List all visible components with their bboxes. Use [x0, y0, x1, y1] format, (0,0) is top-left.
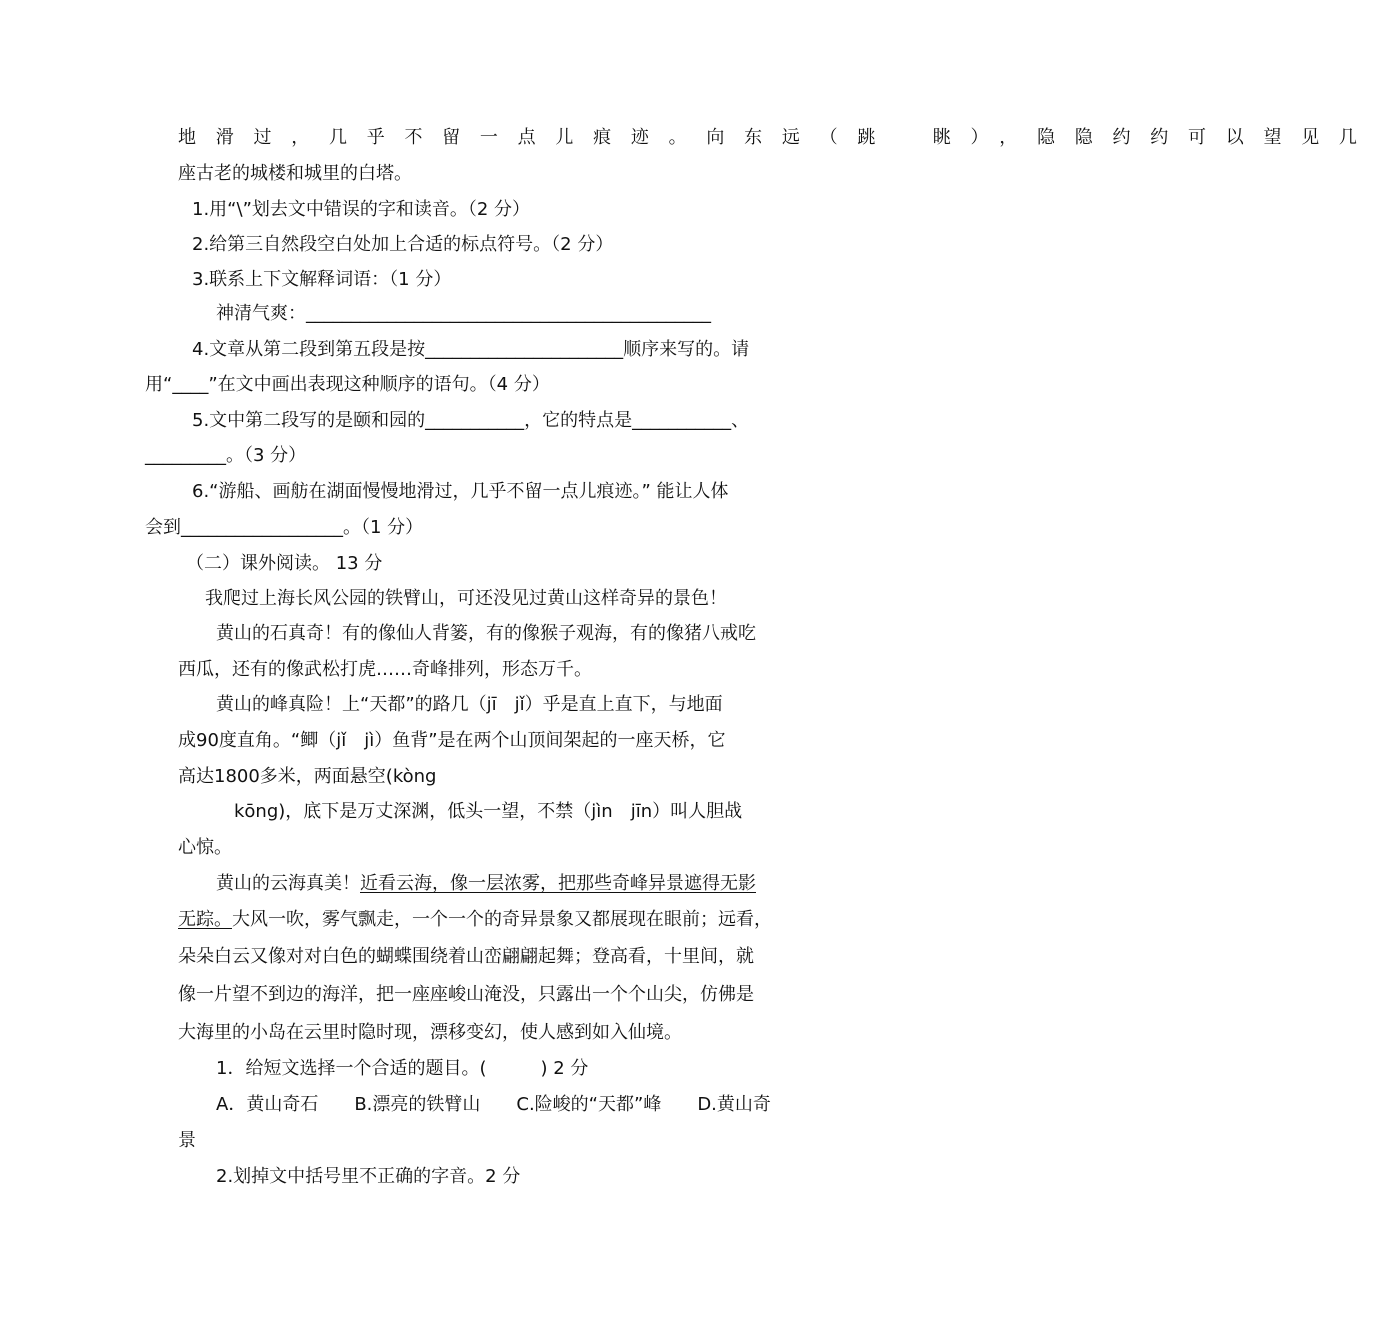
text-line: 用“____”在文中画出表现这种顺序的语句。（4 分） — [145, 374, 550, 395]
question-2: 2.给第三自然段空白处加上合适的标点符号。（2 分） — [192, 234, 614, 255]
question-5: 5.文中第二段写的是颐和园的___________，它的特点是___________、 — [192, 410, 750, 431]
answer-line-definition: 神清气爽：_____________________________________________ — [216, 303, 711, 324]
text-line: 成90度直角。“鲫（jǐ jì）鱼背”是在两个山顶间架起的一座天桥，它 — [178, 730, 726, 751]
passage-paragraph-2: 黄山的石真奇！有的像仙人背篓，有的像猴子观海，有的像猪八戒吃 — [216, 623, 756, 644]
text-line: 西瓜，还有的像武松打虎……奇峰排列，形态万千。 — [178, 659, 592, 680]
text-line: 朵朵白云又像对对白色的蝴蝶围绕着山峦翩翩起舞；登高看，十里间，就 — [178, 946, 754, 967]
question-3: 3.联系上下文解释词语：（1 分） — [192, 269, 452, 290]
text-line: 心惊。 — [178, 837, 232, 858]
section-heading: （二）课外阅读。 13 分 — [186, 553, 383, 574]
answer-options: A．黄山奇石 B.漂亮的铁臂山 C.险峻的“天都”峰 D.黄山奇 — [216, 1094, 771, 1115]
reading-question-1: 1．给短文选择一个合适的题目。( ) 2 分 — [216, 1058, 589, 1079]
text-line: 高达1800多米，两面悬空(kòng — [178, 766, 437, 787]
underlined-sentence-end: 无踪。 — [178, 909, 232, 930]
text-line: 景 — [178, 1130, 196, 1151]
text-line: 大海里的小岛在云里时隐时现，漂移变幻，使人感到如入仙境。 — [178, 1022, 682, 1043]
text-line: 无踪。大风一吹，雾气飘走，一个一个的奇异景象又都展现在眼前；远看， — [178, 909, 772, 930]
text-line: kōng)，底下是万丈深渊，低头一望，不禁（jìn jīn）叫人胆战 — [234, 801, 743, 822]
text-line: 地滑过，几乎不留一点儿痕迹。向东远（跳 眺），隐隐约约可以望见几 — [178, 127, 1377, 148]
passage-paragraph-1: 我爬过上海长风公园的铁臂山，可还没见过黄山这样奇异的景色！ — [205, 588, 727, 609]
text-line: 会到__________________。（1 分） — [145, 517, 424, 538]
text-line: _________。（3 分） — [145, 445, 307, 466]
underlined-sentence: 近看云海，像一层浓雾，把那些奇峰异景遮得无影 — [360, 873, 756, 894]
passage-paragraph-3: 黄山的峰真险！上“天都”的路几（jī jǐ）乎是直上直下，与地面 — [216, 694, 723, 715]
reading-question-2: 2.划掉文中括号里不正确的字音。2 分 — [216, 1166, 521, 1187]
passage-paragraph-4: 黄山的云海真美！近看云海，像一层浓雾，把那些奇峰异景遮得无影 — [216, 873, 756, 894]
question-6: 6.“游船、画舫在湖面慢慢地滑过，几乎不留一点儿痕迹。” 能让人体 — [192, 481, 729, 502]
text-line: 座古老的城楼和城里的白塔。 — [178, 163, 412, 184]
question-4: 4.文章从第二段到第五段是按______________________顺序来写的。请 — [192, 339, 750, 360]
question-1: 1.用“\”划去文中错误的字和读音。（2 分） — [192, 199, 531, 220]
text-line: 像一片望不到边的海洋，把一座座峻山淹没，只露出一个个山尖，仿佛是 — [178, 984, 754, 1005]
